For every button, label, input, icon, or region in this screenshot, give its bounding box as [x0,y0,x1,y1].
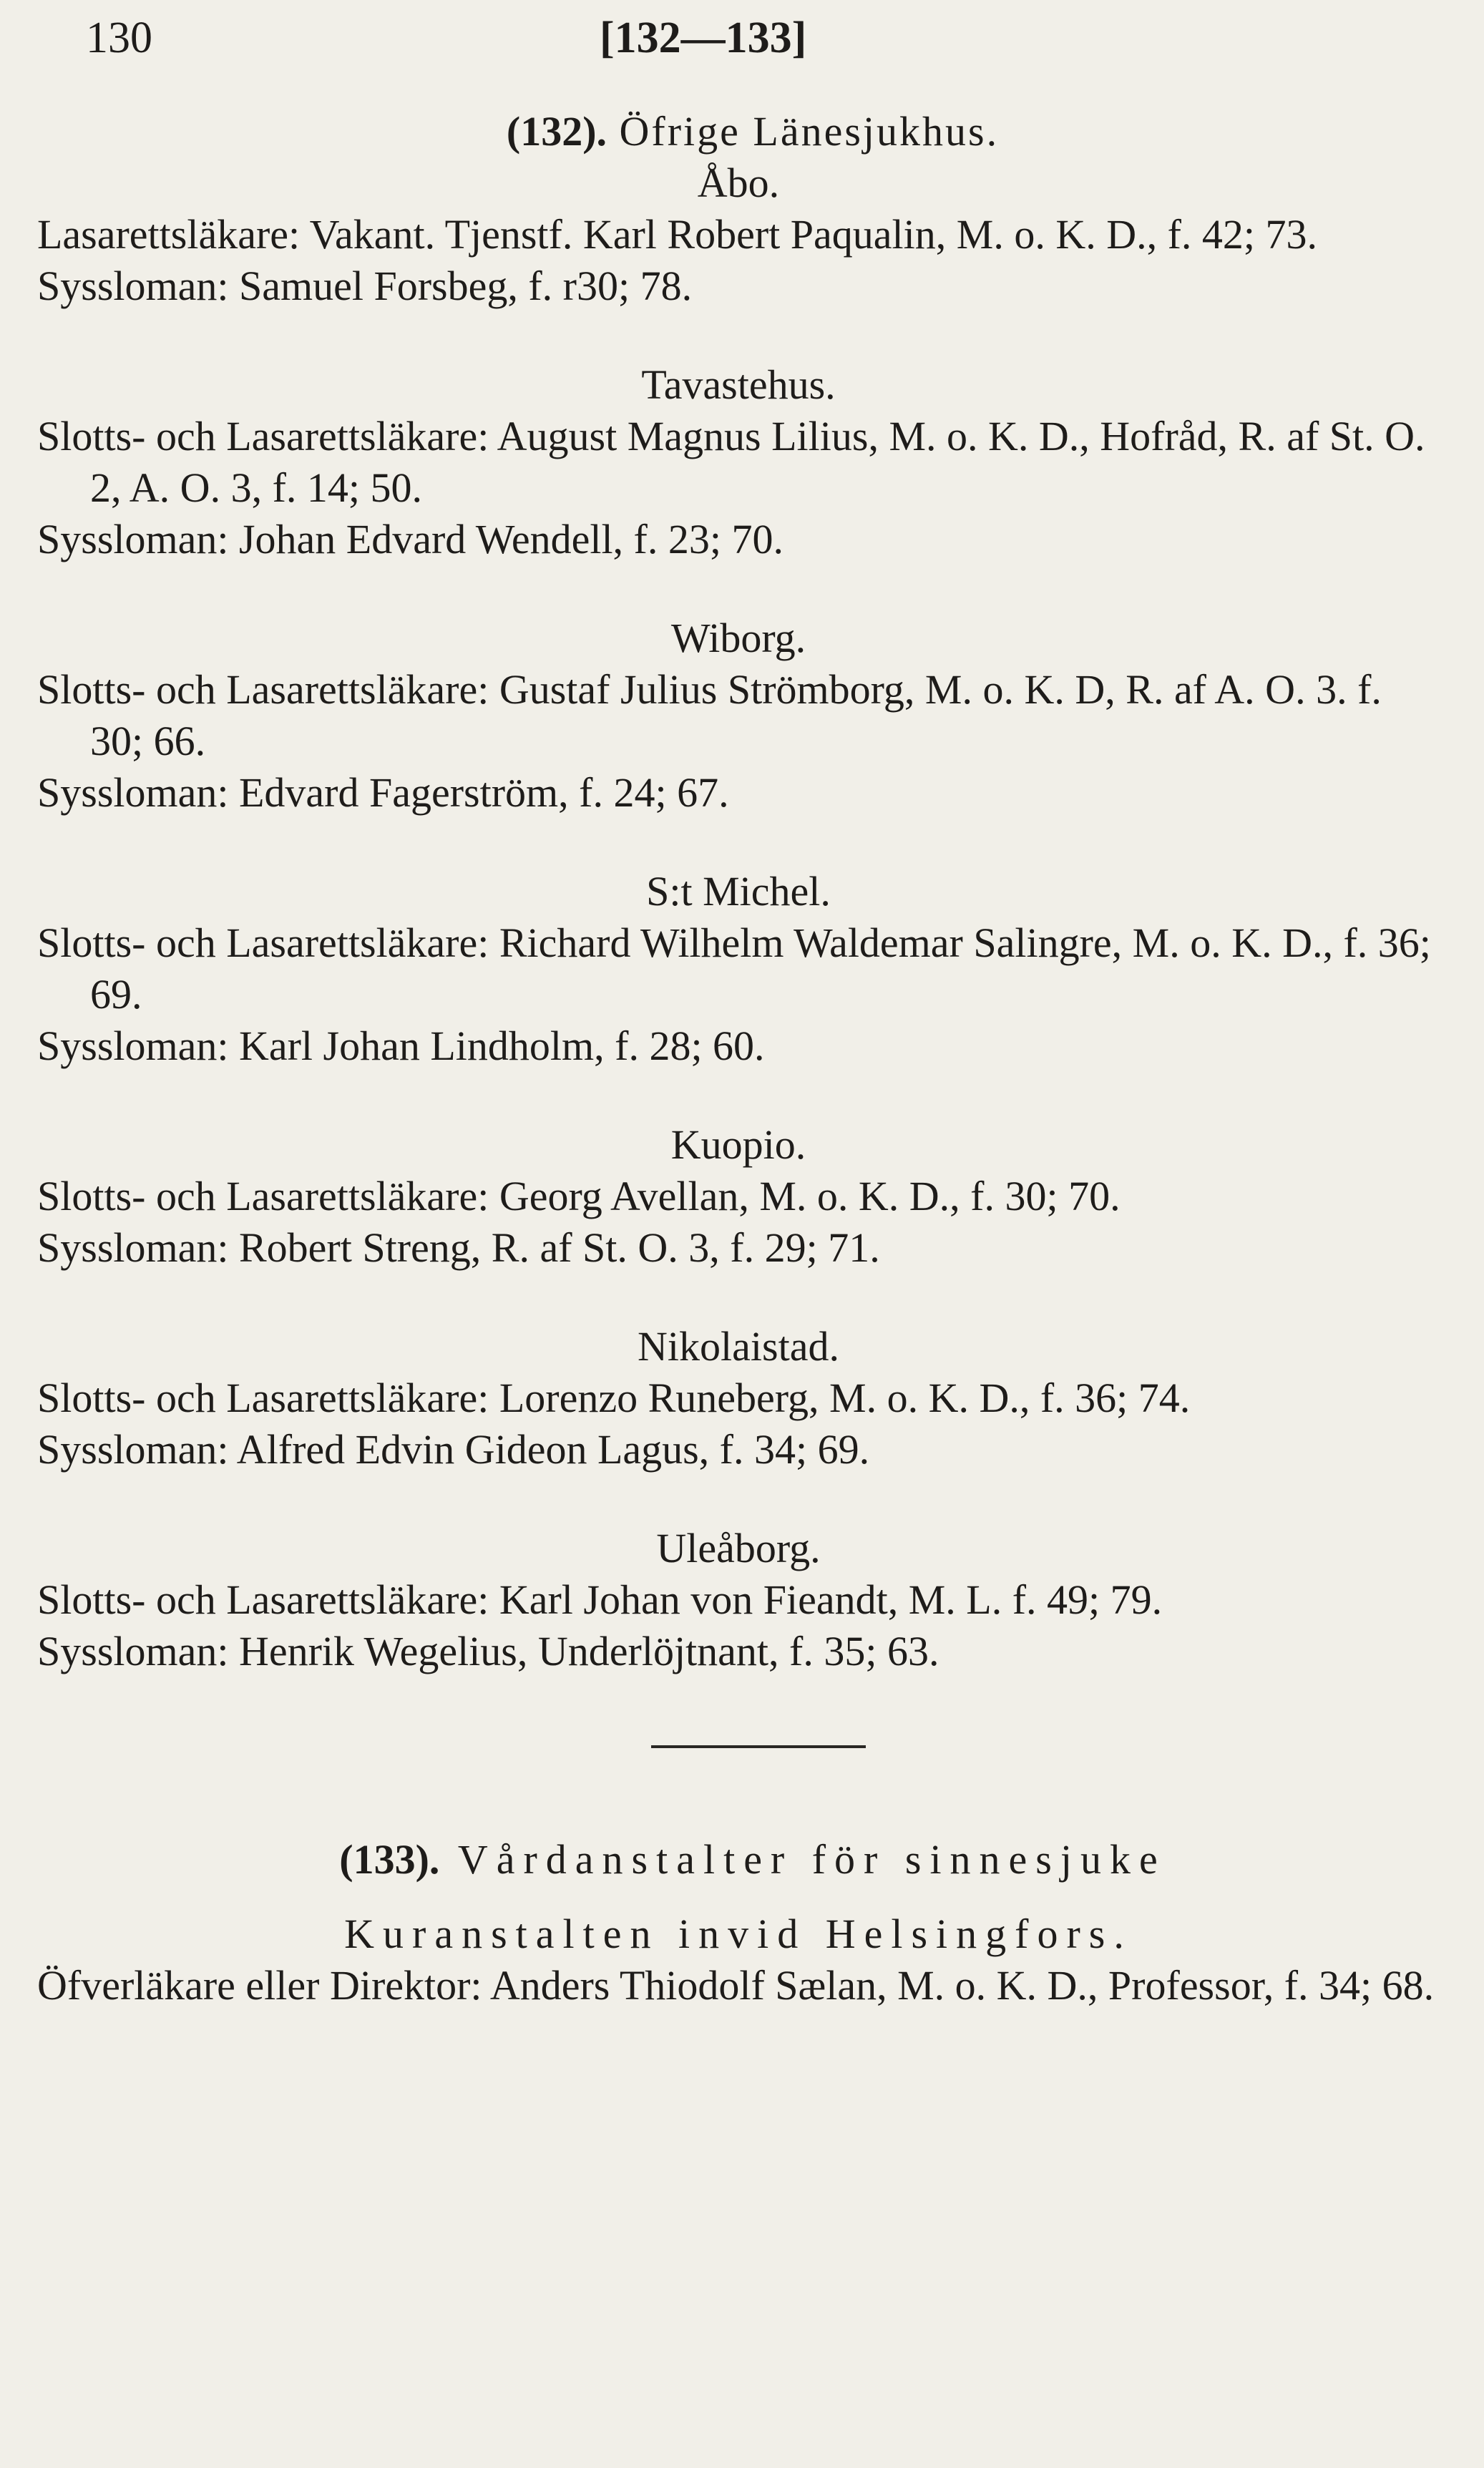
steward-entry: Syssloman: Henrik Wegelius, Underlöjtnant, f. 35; 63. [37,1628,939,1674]
place-abo [37,157,1440,312]
section-133-heading [66,1834,1440,1886]
institution-heading: Kuranstalten invid Helsingfors. [344,1911,1133,1957]
steward-entry: Syssloman: Robert Streng, R. af St. O. 3, f. 29; 71. [37,1224,880,1271]
place-wiborg [37,613,1440,819]
physician-entry: Slotts- och Lasarettsläkare: Richard Wilhelm Waldemar Salingre, M. o. K. D., f. 36; 69. [37,920,1431,1018]
place-st-michel [37,866,1440,1072]
section-132-heading [66,106,1440,157]
place-tavastehus [37,359,1440,565]
section-divider [651,1745,866,1748]
director-entry: Öfverläkare eller Direktor: Anders Thiodolf Sælan, M. o. K. D., Professor, f. 34; 68. [37,1962,1435,2009]
place-heading: Åbo. [697,160,780,206]
section-range: [132—133] [600,14,807,62]
section-title: Öfrige Länesjukhus. [619,108,1000,155]
steward-entry: Syssloman: Edvard Fagerström, f. 24; 67. [37,769,729,816]
running-header [0,13,1484,77]
physician-entry: Lasarettsläkare: Vakant. Tjenstf. Karl Robert Paqualin, M. o. K. D., f. 42; 73. [37,211,1318,258]
steward-entry: Syssloman: Karl Johan Lindholm, f. 28; 60. [37,1023,765,1069]
place-nikolaistad [37,1321,1440,1476]
steward-entry: Syssloman: Johan Edvard Wendell, f. 23; 70. [37,516,784,562]
place-uleaborg [37,1523,1440,1677]
steward-entry: Syssloman: Samuel Forsbeg, f. r30; 78. [37,263,693,309]
physician-entry: Slotts- och Lasarettsläkare: Karl Johan von Fieandt, M. L. f. 49; 79. [37,1576,1163,1623]
physician-entry: Slotts- och Lasarettsläkare: Georg Avellan, M. o. K. D., f. 30; 70. [37,1173,1121,1219]
physician-entry: Slotts- och Lasarettsläkare: Lorenzo Runeberg, M. o. K. D., f. 36; 74. [37,1375,1191,1421]
section-title: Vårdanstalter för sinnesjuke [457,1836,1166,1883]
place-heading: Kuopio. [670,1121,806,1168]
page-content [37,106,1440,2011]
physician-entry: Slotts- och Lasarettsläkare: August Magnus Lilius, M. o. K. D., Hofråd, R. af St. O. 2, A. O. 3, f. 14; 50. [37,413,1425,511]
place-heading: Wiborg. [670,615,806,661]
place-heading: S:t Michel. [646,868,831,914]
place-heading: Tavastehus. [641,361,836,408]
page-number: 130 [86,14,152,62]
physician-entry: Slotts- och Lasarettsläkare: Gustaf Julius Strömborg, M. o. K. D, R. af A. O. 3. f. 30; 66. [37,666,1382,764]
place-heading: Uleåborg. [656,1525,821,1571]
place-kuopio [37,1119,1440,1274]
steward-entry: Syssloman: Alfred Edvin Gideon Lagus, f. 34; 69. [37,1426,870,1473]
section-number: (132). [506,108,607,155]
section-number: (133). [339,1836,440,1883]
place-heading: Nikolaistad. [638,1323,839,1370]
